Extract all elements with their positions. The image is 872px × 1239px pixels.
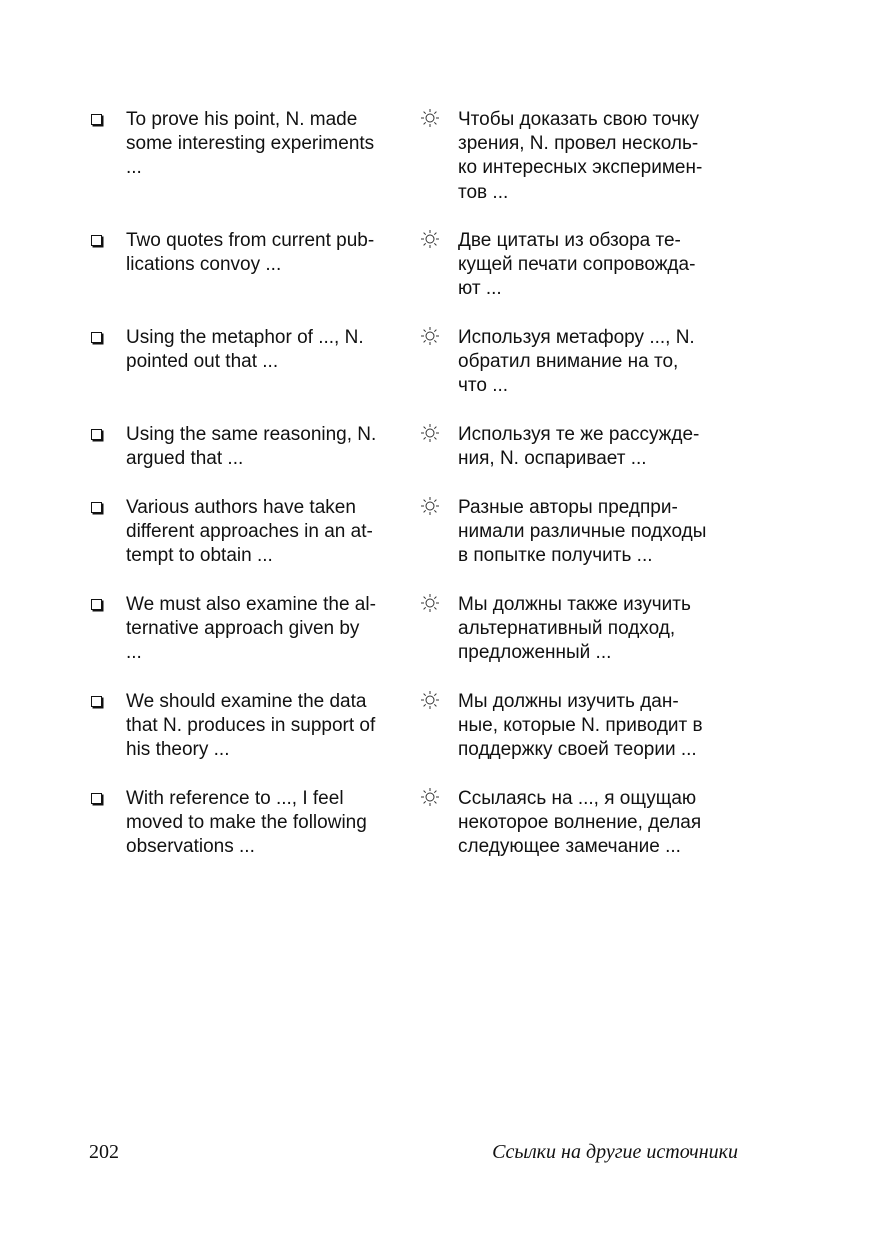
english-phrase: Using the same reasoning, N. argued that ... [126, 424, 377, 470]
sun-icon [419, 689, 441, 711]
english-phrase: To prove his point, N. made some interesting experiments ... [126, 109, 375, 179]
square-bullet-icon [91, 793, 102, 804]
sun-icon [419, 592, 441, 614]
russian-phrase: Мы должны также изучить альтернативный подход, предложенный ... [458, 594, 691, 664]
russian-phrase: Чтобы доказать свою точку зрения, N. провел несколь- ко интересных эксперимен- тов ... [458, 109, 703, 203]
russian-phrase: Разные авторы предпри- нимали различные подходы в попытке получить ... [458, 497, 707, 567]
square-bullet-icon [91, 429, 102, 440]
english-phrase: With reference to ..., I feel moved to make the following observations ... [126, 788, 367, 858]
russian-phrase: Две цитаты из обзора те- кущей печати сопровожда- ют ... [458, 230, 696, 300]
square-bullet-icon [91, 332, 102, 343]
english-phrase: We should examine the data that N. produces in support of his theory ... [126, 691, 376, 761]
sun-icon [419, 786, 441, 808]
running-footer-title: Ссылки на другие источники [492, 1141, 738, 1163]
sun-icon [419, 107, 441, 129]
page-number: 202 [89, 1141, 119, 1163]
square-bullet-icon [91, 235, 102, 246]
square-bullet-icon [91, 502, 102, 513]
russian-phrase: Ссылаясь на ..., я ощущаю некоторое волнение, делая следующее замечание ... [458, 788, 702, 858]
english-phrase: Using the metaphor of ..., N. pointed out that ... [126, 327, 364, 373]
english-phrase: Two quotes from current pub- lications convoy ... [126, 230, 375, 276]
square-bullet-icon [91, 599, 102, 610]
sun-icon [419, 228, 441, 250]
russian-phrase: Используя те же рассужде- ния, N. оспаривает ... [458, 424, 700, 470]
russian-phrase: Мы должны изучить дан- ные, которые N. приводит в поддержку своей теории ... [458, 691, 703, 761]
english-phrase: Various authors have taken different approaches in an at- tempt to obtain ... [126, 497, 373, 567]
russian-phrase: Используя метафору ..., N. обратил внимание на то, что ... [458, 327, 695, 397]
square-bullet-icon [91, 114, 102, 125]
sun-icon [419, 422, 441, 444]
square-bullet-icon [91, 696, 102, 707]
sun-icon [419, 495, 441, 517]
english-phrase: We must also examine the al- ternative approach given by ... [126, 594, 376, 664]
sun-icon [419, 325, 441, 347]
